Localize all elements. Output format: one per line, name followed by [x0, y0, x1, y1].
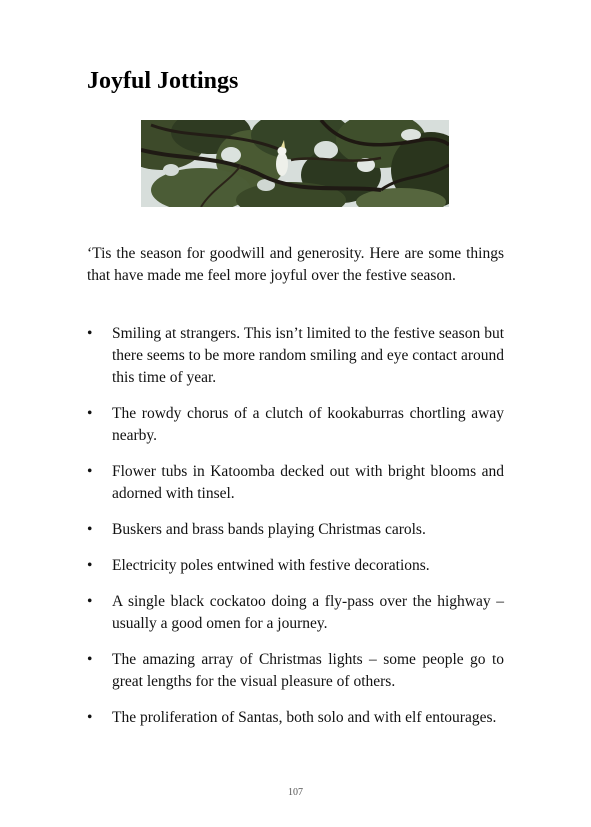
list-item	[87, 403, 504, 447]
bullet-icon: •	[87, 325, 93, 342]
page-title: Joyful Jottings	[87, 68, 239, 94]
list-item	[87, 461, 504, 505]
list-item	[87, 649, 504, 693]
bullet-list	[87, 323, 504, 743]
list-item-text: The amazing array of Christmas lights – some people go to great lengths for the visual pleasure of others.	[112, 651, 504, 690]
list-item-text: Flower tubs in Katoomba decked out with bright blooms and adorned with tinsel.	[112, 463, 504, 502]
list-item	[87, 323, 504, 389]
list-item	[87, 707, 504, 729]
bullet-icon: •	[87, 709, 93, 726]
list-item-text: Electricity poles entwined with festive decorations.	[112, 557, 430, 574]
list-item-text: The rowdy chorus of a clutch of kookaburras chortling away nearby.	[112, 405, 504, 444]
intro-paragraph: ‘Tis the season for goodwill and generosity. Here are some things that have made me feel more joyful over the festive season.	[87, 245, 504, 284]
bullet-icon: •	[87, 593, 93, 610]
list-item	[87, 555, 504, 577]
bullet-icon: •	[87, 557, 93, 574]
list-item-text: A single black cockatoo doing a fly-pass over the highway – usually a good omen for a journey.	[112, 593, 504, 632]
list-item-text: Buskers and brass bands playing Christmas carols.	[112, 521, 426, 538]
bullet-icon: •	[87, 405, 93, 422]
tree-canopy-photo	[141, 120, 449, 207]
bullet-icon: •	[87, 521, 93, 538]
list-item-text: The proliferation of Santas, both solo and with elf entourages.	[112, 709, 497, 726]
photo-illustration	[141, 120, 449, 207]
bullet-icon: •	[87, 463, 93, 480]
page-number: 107	[288, 787, 303, 798]
bullet-icon: •	[87, 651, 93, 668]
list-item	[87, 519, 504, 541]
list-item	[87, 591, 504, 635]
list-item-text: Smiling at strangers. This isn’t limited to the festive season but there seems to be more random smiling and eye contact around this time of year.	[112, 325, 504, 386]
